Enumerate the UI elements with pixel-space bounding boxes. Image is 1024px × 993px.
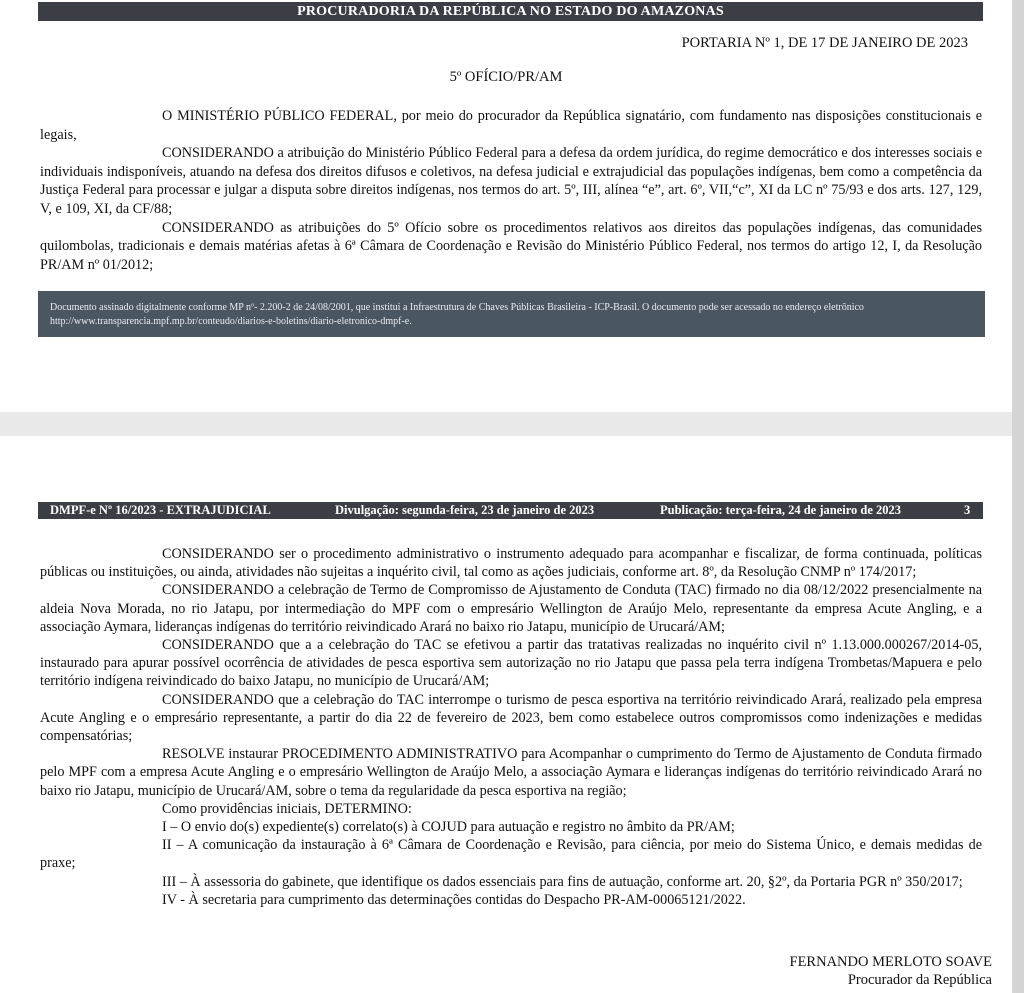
- signer-name: FERNANDO MERLOTO SOAVE: [789, 954, 992, 970]
- determination-item: IV - À secretaria para cumprimento das determinações contidas do Despacho PR-AM-00065121/2022.: [162, 891, 746, 908]
- page-number: 3: [964, 503, 971, 517]
- portaria-body: [40, 107, 982, 274]
- paragraph: O MINISTÉRIO PÚBLICO FEDERAL, por meio do procurador da República signatário, com fundamento nas disposições constitucionais e legais,: [40, 108, 982, 143]
- paragraph: CONSIDERANDO a atribuição do Ministério Público Federal para a defesa da ordem jurídica, do regime democrático e dos interesses sociais e individuais indisponíveis, atuando na defesa dos direitos difusos e coletivos, na defesa judicial e extrajudicial das populações indígenas, bem como a competência da Justiça Federal para processar e julgar a disputa sobre direitos indígenas, nos termos do art. 5º, III, alínea “e”, art. 6º, VII,“c”, XI da LC nº 75/93 e dos arts. 127, 129, V, e 109, XI, da CF/88;: [40, 145, 982, 217]
- publication-date: Publicação: terça-feira, 24 de janeiro de 2023: [660, 503, 902, 517]
- paragraph: CONSIDERANDO a celebração de Termo de Compromisso de Ajustamento de Conduta (TAC) firmado no dia 08/12/2022 presencialmente na aldeia Nova Morada, no rio Jatapu, por intermediação do MPF com o empresário Wellington de Araújo Melo, representante da empresa Acute Angling, e a associação Aymara, lideranças indígenas do território reivindicado Arará no baixo rio Jatapu, município de Urucará/AM;: [40, 582, 982, 635]
- paragraph: RESOLVE instaurar PROCEDIMENTO ADMINISTRATIVO para Acompanhar o cumprimento do Termo de Ajustamento de Conduta firmado pelo MPF com a empresa Acute Angling e o empresário Wellington de Araújo Melo, a associação Aymara e lideranças indígenas do território reivindicado Arará no baixo rio Jatapu, município de Urucará/AM, sobre o tema da regularidade da pesca esportiva na região;: [40, 746, 982, 799]
- journal-edition: DMPF-e Nº 16/2023 - EXTRAJUDICIAL: [50, 503, 271, 517]
- page-one: [0, 0, 1012, 412]
- paragraph: Como providências iniciais, DETERMINO:: [162, 800, 412, 817]
- paragraph: CONSIDERANDO que a celebração do TAC interrompe o turismo de pesca esportiva na território reivindicado Arará, realizado pela empresa Acute Angling e o empresário representante, a partir do dia 22 de fevereiro de 2023, bem como estabelece outros compromissos como indenizações e medidas compensatórias;: [40, 691, 982, 745]
- determination-item: III – À assessoria do gabinete, que identifique os dados essenciais para fins de autuação, conforme art. 20, §2º, da Portaria PGR nº 350/2017;: [162, 873, 963, 890]
- section-header: PROCURADORIA DA REPÚBLICA NO ESTADO DO AMAZONAS: [38, 2, 983, 21]
- digital-signature-note: Documento assinado digitalmente conforme MP nº- 2.200-2 de 24/08/2001, que institui a Infraestrutura de Chaves Públicas Brasileira - ICP-Brasil. O documento pode ser acessado no endereço eletrônico http://www.transparencia.mpf.mp.br/conteudo/diarios-e-boletins/diario-eletronico-dmpf-e.: [38, 291, 985, 337]
- paragraph: CONSIDERANDO ser o procedimento administrativo o instrumento adequado para acompanhar e fiscalizar, de forma continuada, políticas públicas ou instituições, ou ainda, atividades não sujeitas a inquérito civil, tal como as ações judiciais, conforme art. 8º, da Resolução CNMP nº 174/2017;: [40, 546, 982, 581]
- oficio-title: 5º OFÍCIO/PR/AM: [449, 69, 563, 85]
- paragraph: CONSIDERANDO que a a celebração do TAC se efetivou a partir das tratativas realizadas no inquérito civil nº 1.13.000.000267/2014-05, instaurado para apurar possível ocorrência de atividades de pesca esportiva sem autorização no rio Jatapu que passa pela terra indígena Trombetas/Mapuera e pelo território indígena reivindicado do baixo Jatapu, no município de Urucará/AM;: [40, 637, 982, 690]
- signer-role: Procurador da República: [847, 972, 992, 988]
- portaria-continuation: [40, 545, 982, 909]
- disclosure-date: Divulgação: segunda-feira, 23 de janeiro de 2023: [335, 503, 595, 517]
- journal-header-band: [38, 502, 983, 519]
- determination-item: II – A comunicação da instauração à 6ª Câmara de Coordenação e Revisão, para ciência, por meio do Sistema Único, e demais medidas de praxe;: [40, 837, 982, 872]
- determination-item: I – O envio do(s) expediente(s) correlato(s) à COJUD para autuação e registro no âmbito da PR/AM;: [162, 819, 735, 836]
- paragraph: CONSIDERANDO as atribuições do 5º Ofício sobre os procedimentos relativos aos direitos das populações indígenas, das comunidades quilombolas, tradicionais e demais matérias afetas à 6ª Câmara de Coordenação e Revisão do Ministério Público Federal, nos termos do artigo 12, I, da Resolução PR/AM nº 01/2012;: [40, 219, 982, 273]
- signature-block: [790, 953, 992, 989]
- portaria-title: PORTARIA Nº 1, DE 17 DE JANEIRO DE 2023: [681, 35, 968, 51]
- viewer-edge: [1012, 0, 1024, 993]
- page-separator: [0, 412, 1024, 436]
